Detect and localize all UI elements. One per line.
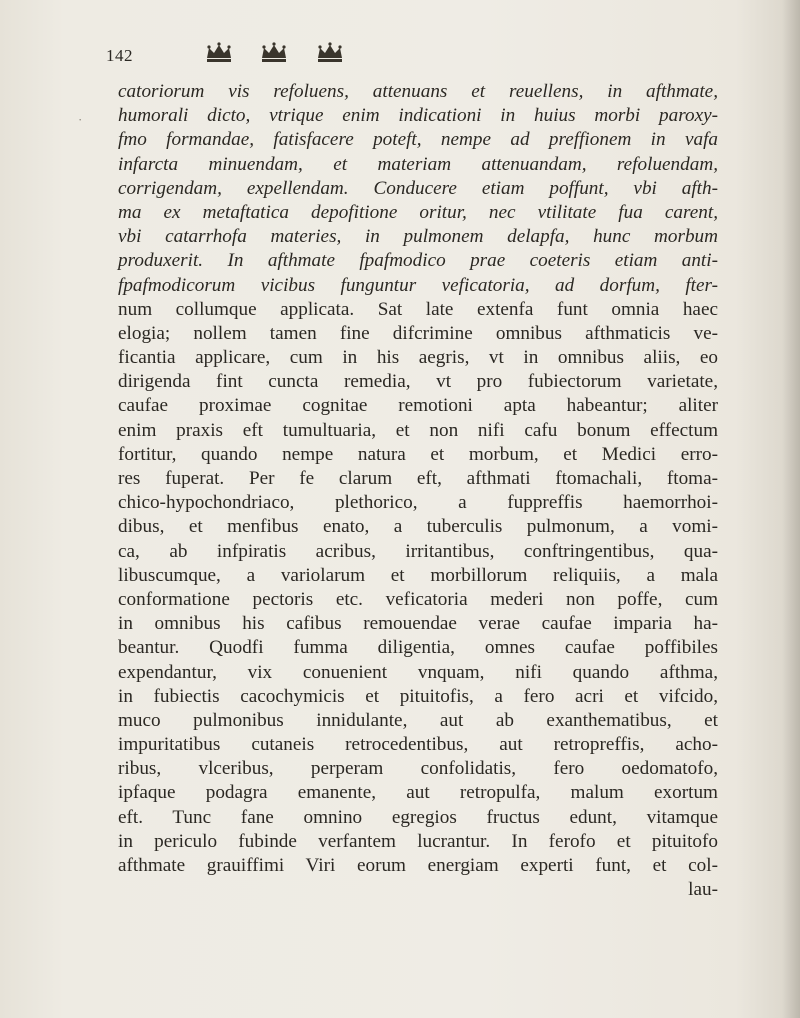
page-edge-shadow	[782, 0, 800, 1018]
text-line: dibus, et menfibus enato, a tuberculis pulmonum, a vomi-	[118, 516, 718, 538]
text-line: impuritatibus cutaneis retrocedentibus, aut retropreffis, acho-	[118, 734, 718, 756]
text-line: num collumque applicata. Sat late extenfa funt omnia haec	[118, 298, 718, 320]
text-line: infarcta minuendam, et materiam attenuandam, refoluendam,	[118, 153, 718, 175]
text-line: vbi catarrhofa materies, in pulmonem delapfa, hunc morbum	[118, 226, 718, 248]
text-line: in fubiectis cacochymicis et pituitofis, a fero acri et vifcido,	[118, 685, 718, 707]
text-line: beantur. Quodfi fumma diligentia, omnes caufae poffibiles	[118, 637, 718, 659]
text-line: ipfaque podagra emanente, aut retropulfa, malum exortum	[118, 782, 718, 804]
page-number: 142	[106, 46, 133, 65]
body-text	[118, 80, 718, 902]
text-line: ficantia applicare, cum in his aegris, vt in omnibus aliis, eo	[118, 347, 718, 369]
margin-mark: ·	[78, 112, 83, 127]
text-line: humorali dicto, vtrique enim indicationi in huius morbi paroxy-	[118, 105, 718, 127]
page-header	[106, 38, 606, 74]
text-line: in omnibus his cafibus remouendae verae caufae imparia ha-	[118, 613, 718, 635]
text-line: catoriorum vis refoluens, attenuans et reuellens, in afthmate,	[118, 81, 718, 102]
text-line: chico-hypochondriaco, plethorico, a fuppreffis haemorrhoi-	[118, 492, 718, 514]
text-line: afthmate grauiffimi Viri eorum energiam experti funt, et col-	[118, 855, 718, 876]
text-line: elogia; nollem tamen fine difcrimine omnibus afthmaticis ve-	[118, 322, 718, 344]
text-line: expendantur, vix conuenient vnquam, nifi quando afthma,	[118, 661, 718, 683]
text-line: enim praxis eft tumultuaria, et non nifi cafu bonum effectum	[118, 419, 718, 441]
text-line: res fuperat. Per fe clarum eft, afthmati ftomachali, ftoma-	[118, 468, 718, 489]
text-line: ribus, vlceribus, perperam confolidatis, fero oedomatofo,	[118, 758, 718, 780]
crown-ornament-icon	[315, 42, 345, 64]
text-line: muco pulmonibus innidulante, aut ab exanthematibus, et	[118, 709, 718, 731]
text-line: caufae proximae cognitae remotioni apta habeantur; aliter	[118, 395, 718, 417]
text-line: corrigendam, expellendam. Conducere etiam poffunt, vbi afth-	[118, 177, 718, 199]
text-line: ma ex metaftatica depofitione oritur, nec vtilitate fua carent,	[118, 201, 718, 223]
text-line: fpafmodicorum vicibus funguntur veficatoria, ad dorfum, fter-	[118, 274, 718, 296]
crown-ornament-icon	[204, 42, 234, 64]
text-line: produxerit. In afthmate fpafmodico prae coeteris etiam anti-	[118, 250, 718, 272]
text-line: conformatione pectoris etc. veficatoria mederi non poffe, cum	[118, 588, 718, 610]
text-line: eft. Tunc fane omnino egregios fructus edunt, vitamque	[118, 806, 718, 828]
text-line: fortitur, quando nempe natura et morbum, et Medici erro-	[118, 443, 718, 465]
catchword: lau-	[688, 879, 718, 901]
text-line: in periculo fubinde verfantem lucrantur. In ferofo et pituitofo	[118, 830, 718, 852]
text-line: ca, ab infpiratis acribus, irritantibus, conftringentibus, qua-	[118, 540, 718, 562]
text-line: dirigenda fint cuncta remedia, vt pro fubiectorum varietate,	[118, 371, 718, 393]
crown-ornament-icon	[259, 42, 289, 64]
text-line: fmo formandae, fatisfacere poteft, nempe ad preffionem in vafa	[118, 129, 718, 151]
text-line: libuscumque, a variolarum et morbillorum reliquiis, a mala	[118, 564, 718, 586]
